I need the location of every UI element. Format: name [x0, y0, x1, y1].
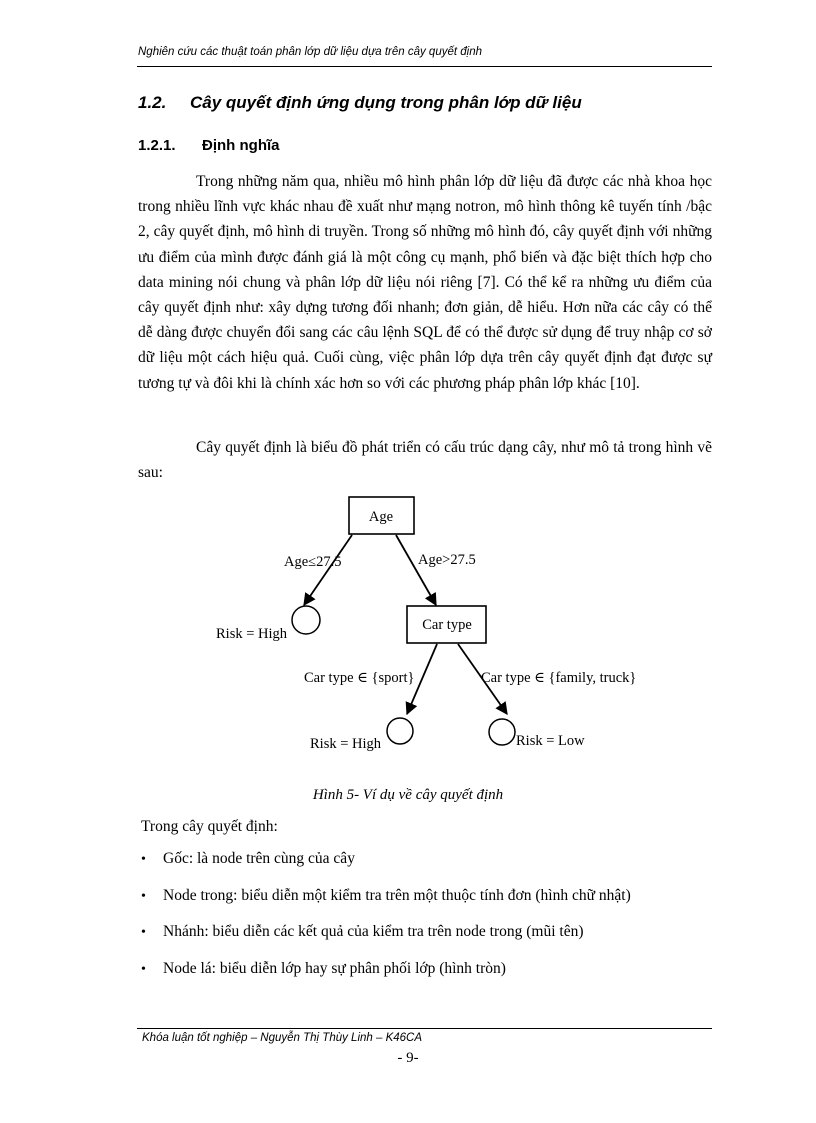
paragraph-figure-intro: Cây quyết định là biểu đồ phát triển có cấu trúc dạng cây, như mô tả trong hình vẽ sau:	[138, 439, 712, 482]
figure-caption: Hình 5- Ví dụ về cây quyết định	[312, 787, 504, 803]
page-number: - 9-	[397, 1050, 419, 1066]
leaf-left-circle	[292, 606, 320, 634]
bullet-list	[141, 848, 631, 994]
leaf-sport-label: Risk = High	[310, 736, 382, 752]
edge-right-label: Age>27.5	[418, 552, 476, 568]
bullet-dot: •	[141, 925, 146, 940]
list-item-text: Gốc: là node trên cùng của cây	[163, 850, 355, 867]
leaf-left-label: Risk = High	[216, 626, 288, 642]
leaf-family-label: Risk = Low	[516, 733, 585, 749]
decision-tree-figure	[200, 492, 660, 762]
list-item-text: Node trong: biểu diễn một kiểm tra trên một thuộc tính đơn (hình chữ nhật)	[163, 886, 631, 904]
leaf-sport-circle	[387, 718, 413, 744]
edge-sport-label: Car type ∈ {sport}	[304, 670, 415, 686]
running-footer: Khóa luận tốt nghiệp – Nguyễn Thị Thùy Linh – K46CA	[142, 1032, 423, 1044]
bullet-dot: •	[141, 888, 146, 904]
list-item-text: Node lá: biểu diễn lớp hay sự phân phối lớp (hình tròn)	[163, 959, 506, 977]
header-rule	[137, 66, 712, 67]
edge-age-right	[396, 535, 436, 605]
section-heading	[138, 93, 582, 113]
section-title: Cây quyết định ứng dụng trong phân lớp dữ liệu	[190, 93, 582, 112]
internal-node-label: Car type	[422, 617, 472, 633]
list-item	[141, 958, 631, 995]
paragraph-definition: Trong những năm qua, nhiều mô hình phân lớp dữ liệu đã được các nhà khoa học trong nhiều lĩnh vực khác nhau đề xuất như mạng notron, mô hình thông kê tuyến tính /bậc 2, cây quyết định, mô hình di truyền. Trong số những mô hình đó, cây quyết định với những ưu điểm của mình được đánh giá là một công cụ mạnh, phổ biến và đặc biệt thích hợp cho data mining nói chung và phân lớp dữ liệu nói riêng [7]. Có thể kể ra những ưu điểm của cây quyết định như: xây dựng tương đối nhanh; đơn giản, dễ hiểu. Hơn nữa các cây có thể dễ dàng được chuyển đổi sang các câu lệnh SQL để có thể được sử dụng để truy nhập cơ sở dữ liệu một cách hiệu quả. Cuối cùng, việc phân lớp dựa trên cây quyết định đạt được sự tương tự và đôi khi là chính xác hơn so với các phương pháp phân lớp khác [10].	[138, 173, 712, 392]
subsection-title: Định nghĩa	[202, 137, 280, 154]
list-item	[141, 885, 631, 922]
subsection-heading	[138, 137, 280, 154]
edge-left-label: Age≤27.5	[284, 554, 342, 570]
section-number: 1.2.	[138, 93, 167, 112]
edge-age-left	[304, 535, 352, 605]
running-header: Nghiên cứu các thuật toán phân lớp dữ liệu dựa trên cây quyết định	[138, 46, 483, 58]
leaf-family-circle	[489, 719, 515, 745]
edge-family-label: Car type ∈ {family, truck}	[481, 670, 637, 686]
list-item-text: Nhánh: biểu diễn các kết quả của kiểm tra trên node trong (mũi tên)	[163, 923, 584, 940]
bullet-dot: •	[141, 852, 146, 867]
list-item	[141, 921, 631, 958]
list-item	[141, 848, 631, 885]
bullet-dot: •	[141, 961, 146, 977]
subsection-number: 1.2.1.	[138, 137, 176, 154]
list-intro: Trong cây quyết định:	[141, 818, 278, 835]
root-node-label: Age	[368, 509, 394, 525]
footer-rule	[137, 1028, 712, 1029]
